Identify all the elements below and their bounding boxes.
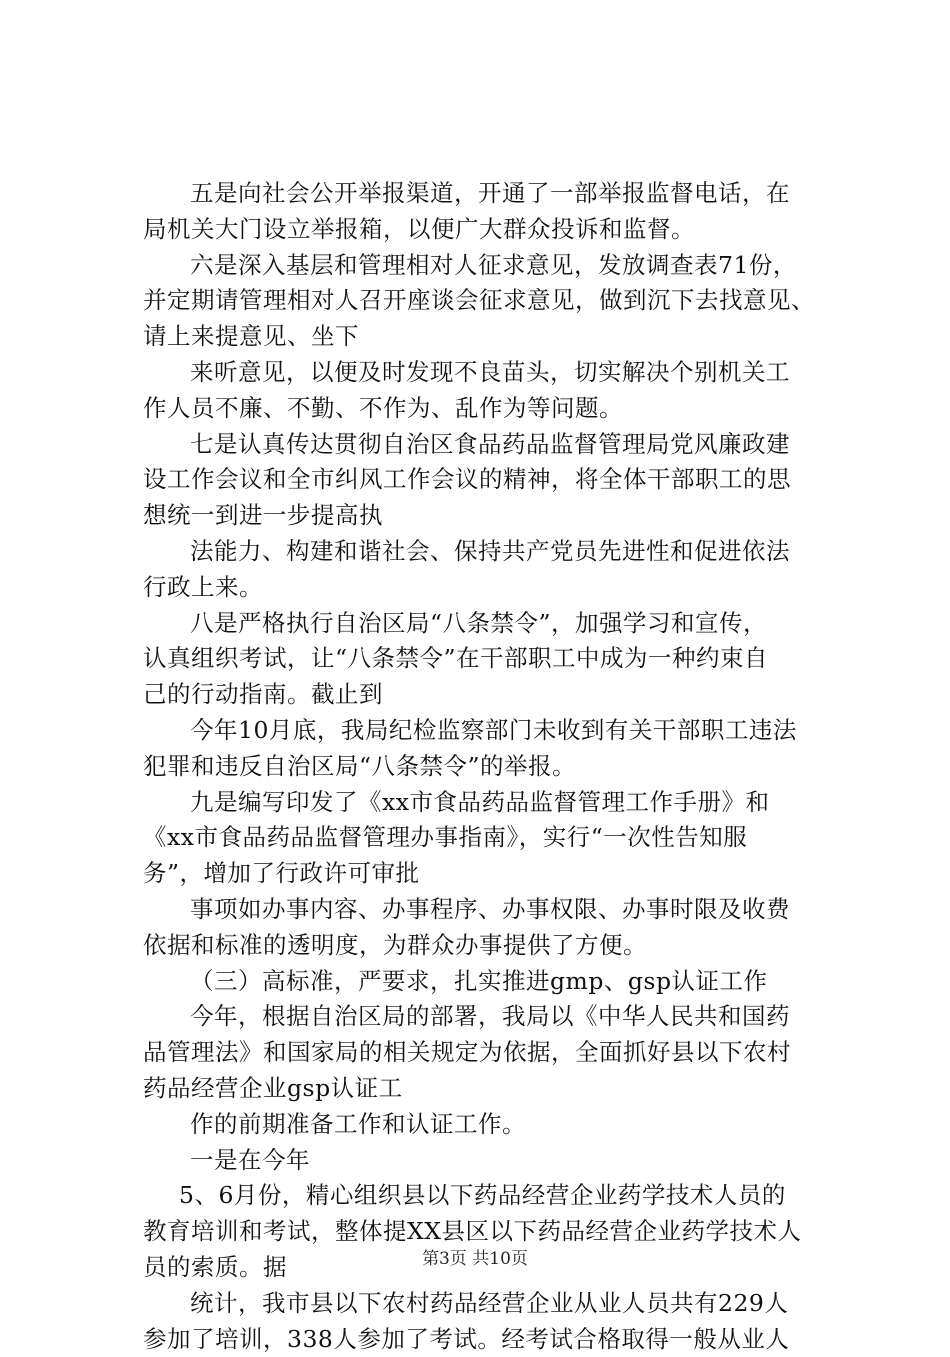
text-line: 局机关大门设立举报箱，以便广大群众投诉和监督。 [143,212,843,248]
text-line: 犯罪和违反自治区局“八条禁令”的举报。 [143,749,843,785]
text-line: 统计，我市县以下农村药品经营企业从业人员共有229人 [143,1286,843,1322]
text-line: 《xx市食品药品监督管理办事指南》，实行“一次性告知服 [143,820,843,856]
text-line: 六是深入基层和管理相对人征求意见，发放调查表71份， [143,248,843,284]
text-line: 九是编写印发了《xx市食品药品监督管理工作手册》和 [143,785,843,821]
text-line: 事项如办事内容、办事程序、办事权限、办事时限及收费 [143,892,843,928]
text-line: 五是向社会公开举报渠道，开通了一部举报监督电话，在 [143,176,843,212]
text-line: 并定期请管理相对人召开座谈会征求意见，做到沉下去找意见、 [143,283,843,319]
text-line: 认真组织考试，让“八条禁令”在干部职工中成为一种约束自 [143,641,843,677]
text-line: 品管理法》和国家局的相关规定为依据，全面抓好县以下农村 [143,1035,843,1071]
text-line: 作的前期准备工作和认证工作。 [143,1107,843,1143]
text-line: 药品经营企业gsp认证工 [143,1071,843,1107]
text-line: 今年10月底，我局纪检监察部门未收到有关干部职工违法 [143,713,843,749]
page-footer: 第3页 共10页 [0,1244,950,1269]
text-line: 作人员不廉、不勤、不作为、乱作为等问题。 [143,391,843,427]
text-line: 行政上来。 [143,570,843,606]
text-line: 请上来提意见、坐下 [143,319,843,355]
text-line: 想统一到进一步提高执 [143,498,843,534]
text-line: 七是认真传达贯彻自治区食品药品监督管理局党风廉政建 [143,427,843,463]
text-line: 一是在今年 [143,1143,843,1179]
text-line: 来听意见，以便及时发现不良苗头，切实解决个别机关工 [143,355,843,391]
text-line: 员的索质。据 [143,1250,843,1286]
text-line: 5、6月份，精心组织县以下药品经营企业药学技术人员的 [143,1178,843,1214]
text-line: 参加了培训，338人参加了考试。经考试合格取得一般从业人 [143,1322,843,1357]
text-line: 教育培训和考试，整体提XX县区以下药品经营企业药学技术人 [143,1214,843,1250]
document-body [143,176,843,1357]
text-line: 务”，增加了行政许可审批 [143,856,843,892]
text-line: （三）高标准，严要求，扎实推进gmp、gsp认证工作 [143,964,843,1000]
text-line: 法能力、构建和谐社会、保持共产党员先进性和促进依法 [143,534,843,570]
text-line: 己的行动指南。截止到 [143,677,843,713]
text-line: 依据和标准的透明度，为群众办事提供了方便。 [143,928,843,964]
text-line: 设工作会议和全市纠风工作会议的精神，将全体干部职工的思 [143,462,843,498]
text-line: 今年，根据自治区局的部署，我局以《中华人民共和国药 [143,999,843,1035]
text-line: 八是严格执行自治区局“八条禁令”，加强学习和宣传， [143,606,843,642]
